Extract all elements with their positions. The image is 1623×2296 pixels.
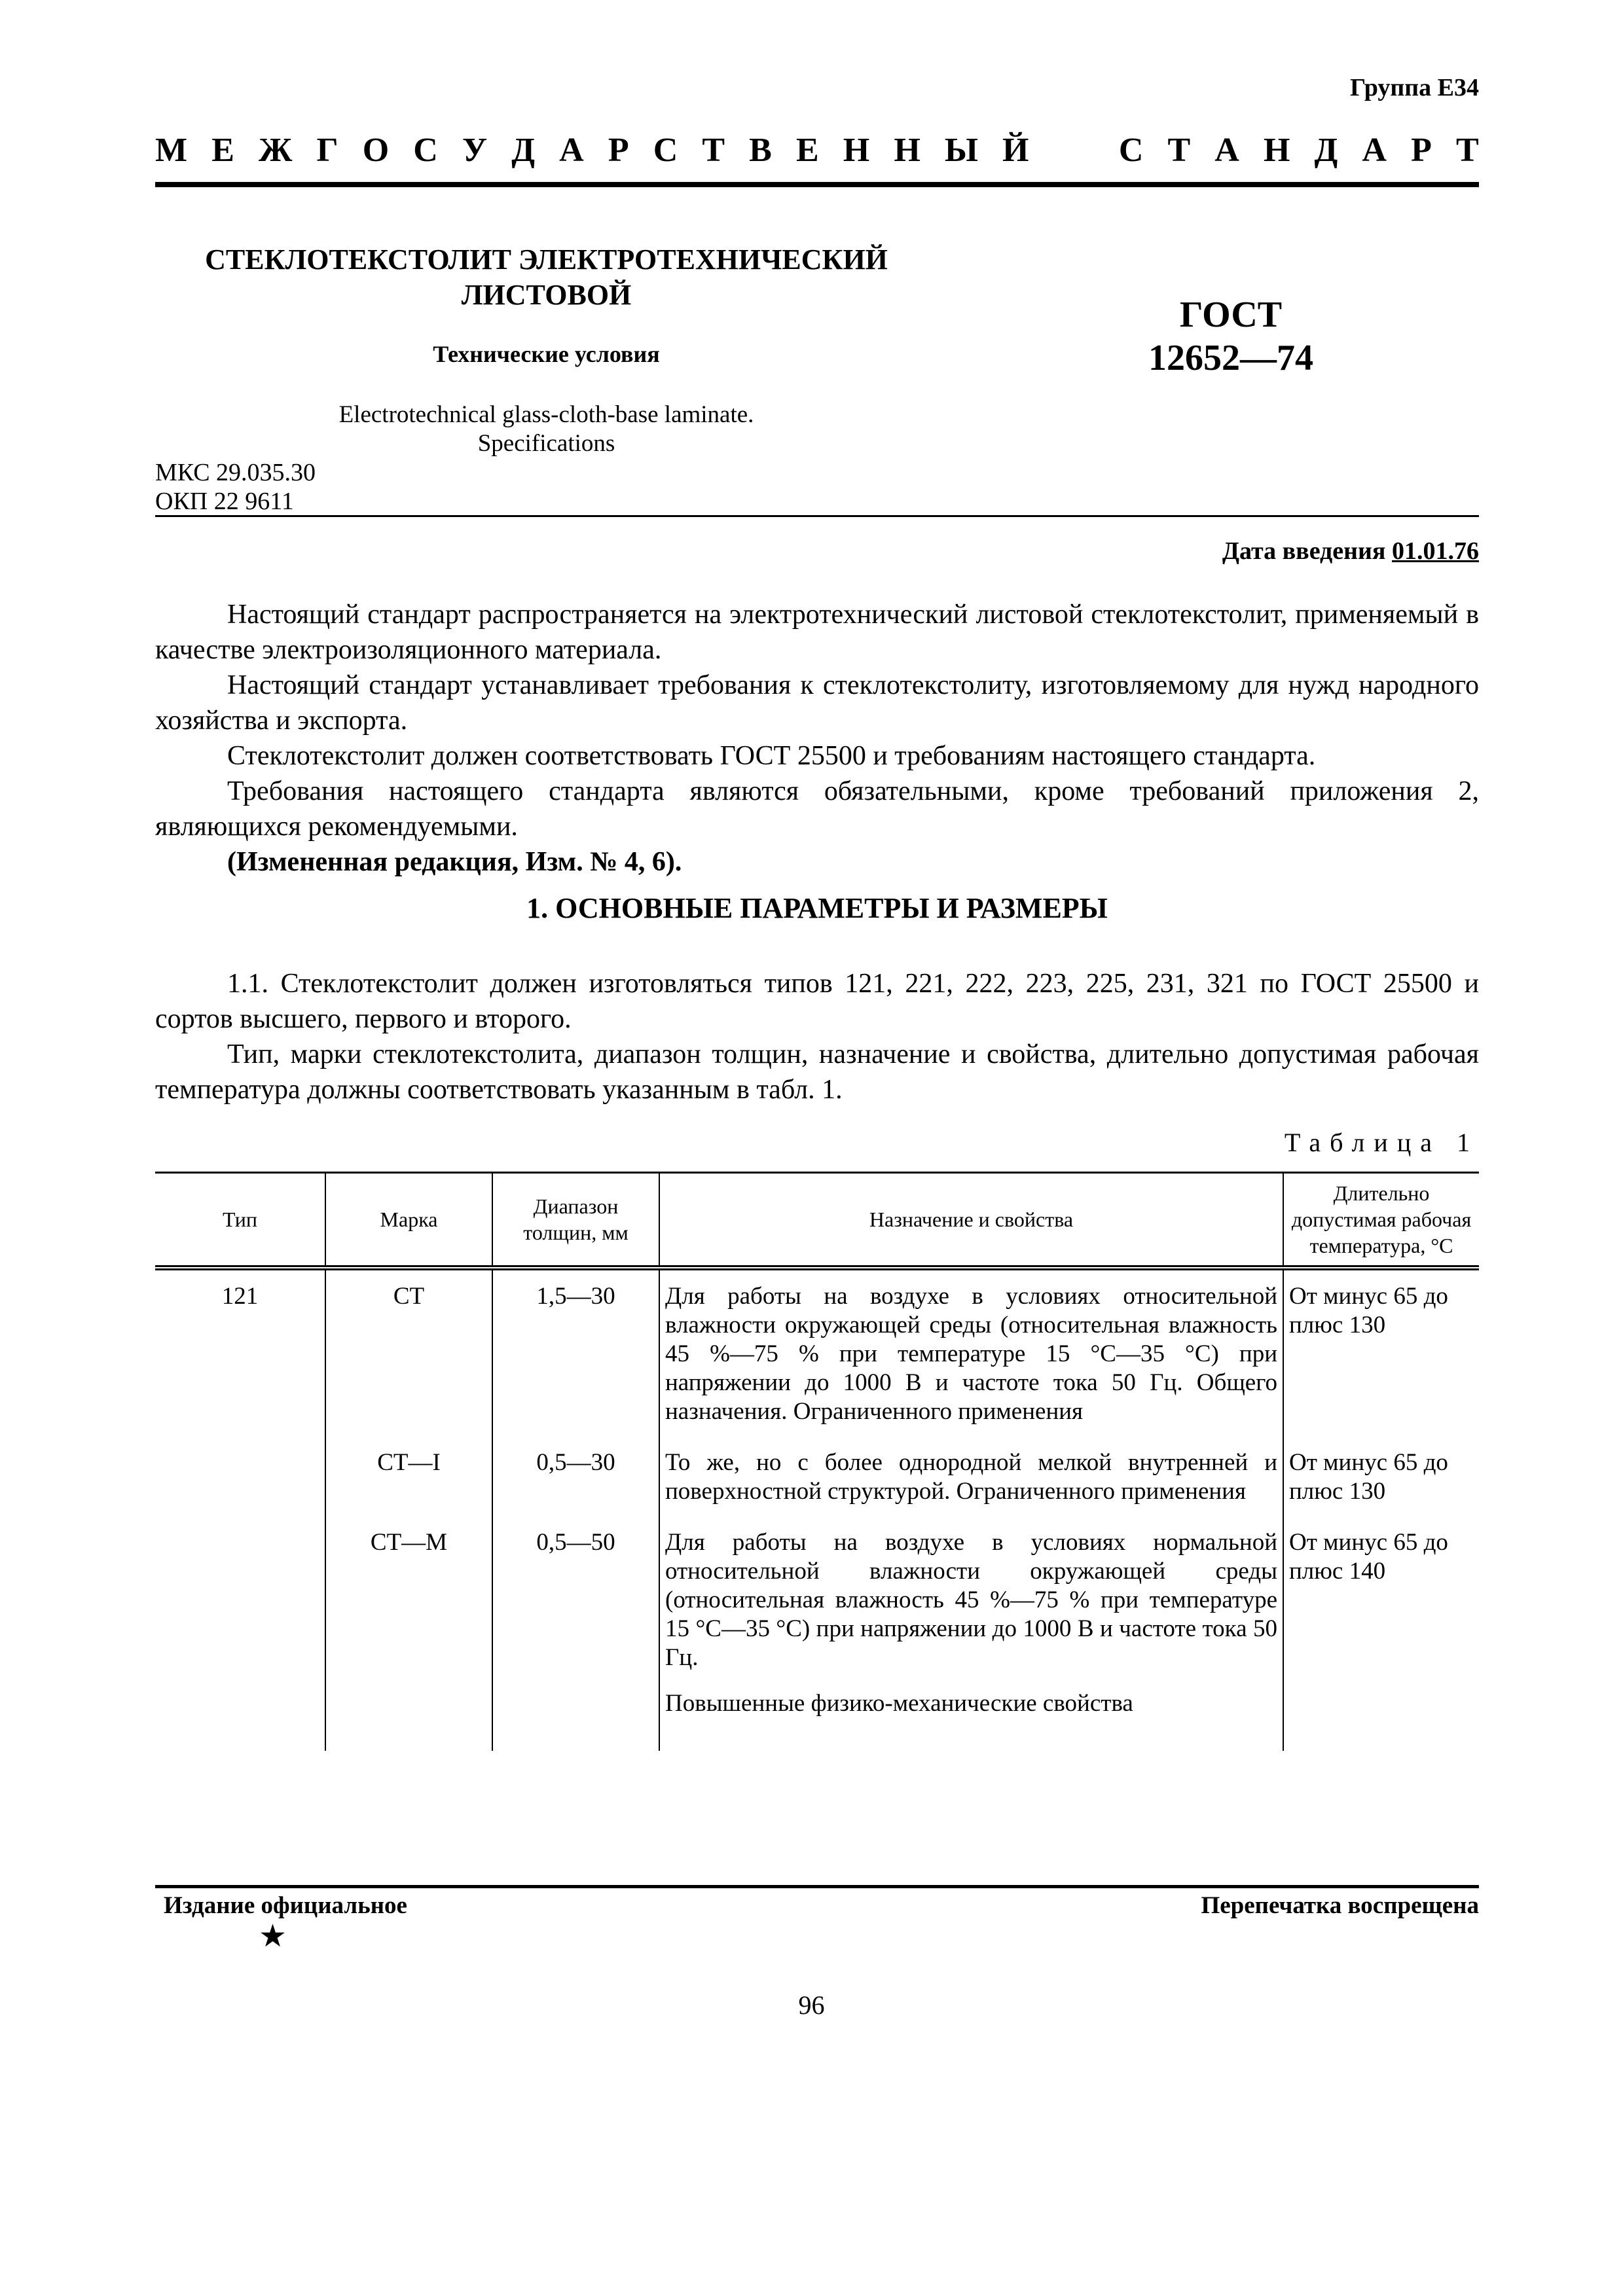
official-edition-label: Издание официальное <box>164 1892 407 1919</box>
table-row <box>155 1268 1479 1433</box>
header-grade: Марка <box>325 1173 492 1268</box>
banner-letter: А <box>1214 132 1239 169</box>
cell-temperature: От минус 65 до плюс 130 <box>1283 1268 1479 1433</box>
banner-letter: В <box>749 132 772 169</box>
section-paragraph: Тип, марки стеклотекстолита, диапазон толщин, назначение и свойства, длительно допустимая рабочая температура должны соответствовать указанным в табл. 1. <box>155 1039 1479 1105</box>
banner-letter: У <box>462 132 488 169</box>
header-purpose: Назначение и свойства <box>659 1173 1283 1268</box>
cell-grade: СТ—М <box>325 1513 492 1751</box>
okp-code: ОКП 22 9611 <box>155 488 294 515</box>
cell-purpose: То же, но с более однородной мелкой внутренней и поверхностной структурой. Ограниченного применения <box>659 1433 1283 1513</box>
banner-letter: Ы <box>944 132 978 169</box>
banner-letter: Е <box>795 132 819 169</box>
cell-purpose <box>659 1513 1283 1751</box>
cell-type: 121 <box>155 1268 325 1433</box>
banner-letter: Г <box>316 132 338 169</box>
cell-temperature: От минус 65 до плюс 130 <box>1283 1433 1479 1513</box>
banner-letter: Т <box>702 132 725 169</box>
header-temperature: Длительно допустимая рабочая температура, °С <box>1283 1173 1479 1268</box>
cell-type <box>155 1513 325 1751</box>
banner-letter: Ж <box>259 132 293 169</box>
purpose-text: Для работы на воздухе в условиях нормальной относительной влажности окружающей среды (относительная влажность 45 %—75 % при температуре 15 °С—35 °С) при напряжении до 1000 В и частоте тока 50 Гц. <box>665 1529 1277 1671</box>
document-subtitle: Технические условия <box>433 341 660 367</box>
banner-letter: Р <box>1411 132 1432 169</box>
document-title-line2: ЛИСТОВОЙ <box>461 279 632 311</box>
table-row <box>155 1433 1479 1513</box>
star-icon: ★ <box>259 1919 287 1954</box>
group-label: Группа Е34 <box>1349 74 1479 101</box>
cell-grade: СТ—I <box>325 1433 492 1513</box>
section-paragraph: 1.1. Стеклотекстолит должен изготовляться типов 121, 221, 222, 223, 225, 231, 321 по ГОСТ 25500 и сортов высшего, первого и второго. <box>155 969 1479 1034</box>
interstate-standard-banner <box>155 131 1479 170</box>
intro-paragraph: Стеклотекстолит должен соответствовать ГОСТ 25500 и требованиям настоящего стандарта. <box>227 741 1316 771</box>
date-label: Дата введения <box>1222 537 1386 565</box>
intro-section <box>155 597 1479 880</box>
page-number: 96 <box>798 1990 825 2020</box>
title-rule <box>155 515 1479 517</box>
banner-letter: М <box>155 132 188 169</box>
banner-letter: С <box>1118 132 1144 169</box>
banner-letter: А <box>559 132 584 169</box>
banner-letter: Н <box>894 132 921 169</box>
intro-paragraph: Требования настоящего стандарта являются обязательными, кроме требований приложения 2, являющихся рекомендуемыми. <box>155 776 1479 842</box>
footer-rule <box>155 1885 1479 1888</box>
banner-letter: Р <box>608 132 629 169</box>
cell-thickness: 1,5—30 <box>492 1268 659 1433</box>
banner-letter: Д <box>1314 132 1338 169</box>
banner-letter: Н <box>843 132 870 169</box>
cell-grade: СТ <box>325 1268 492 1433</box>
english-title-line1: Electrotechnical glass-cloth-base laminate. <box>338 401 754 428</box>
header-type: Тип <box>155 1173 325 1268</box>
date-value: 01.01.76 <box>1392 537 1479 565</box>
gost-label: ГОСТ <box>1179 295 1283 335</box>
cell-temperature: От минус 65 до плюс 140 <box>1283 1513 1479 1751</box>
introduction-date <box>1222 537 1479 565</box>
banner-letter: Д <box>511 132 536 169</box>
banner-letter: Е <box>211 132 234 169</box>
cell-purpose: Для работы на воздухе в условиях относительной влажности окружающей среды (относительная влажность 45 %—75 % при температуре 15 °С—35 °С) при напряжении до 1000 В и частоте тока 50 Гц. Общего назначения. Ограниченного применения <box>659 1268 1283 1433</box>
english-title-line2: Specifications <box>477 430 615 457</box>
document-title-line1: СТЕКЛОТЕКСТОЛИТ ЭЛЕКТРОТЕХНИЧЕСКИЙ <box>205 243 888 276</box>
table-header-row <box>155 1173 1479 1268</box>
banner-letter: Т <box>1455 132 1479 169</box>
table-caption: Таблица 1 <box>1284 1128 1479 1157</box>
cell-thickness: 0,5—50 <box>492 1513 659 1751</box>
gost-number: 12652—74 <box>1148 338 1313 378</box>
purpose-extra: Повышенные физико-механические свойства <box>665 1690 1133 1717</box>
cell-type <box>155 1433 325 1513</box>
intro-paragraph: Настоящий стандарт устанавливает требования к стеклотекстолиту, изготовляемому для нужд народного хозяйства и экспорта. <box>155 670 1479 736</box>
banner-letter: Н <box>1263 132 1290 169</box>
intro-paragraph: Настоящий стандарт распространяется на электротехнический листовой стеклотекстолит, применяемый в качестве электроизоляционного материала. <box>155 600 1479 665</box>
banner-letter: Т <box>1167 132 1191 169</box>
banner-letter <box>1086 131 1095 170</box>
cell-thickness: 0,5—30 <box>492 1433 659 1513</box>
table-row <box>155 1513 1479 1751</box>
header-rule <box>155 182 1479 187</box>
banner-letter: Й <box>1002 132 1029 169</box>
table-1 <box>155 1172 1479 1751</box>
section-heading: 1. ОСНОВНЫЕ ПАРАМЕТРЫ И РАЗМЕРЫ <box>526 892 1108 924</box>
banner-letter: О <box>362 132 390 169</box>
amendment-note: (Измененная редакция, Изм. № 4, 6). <box>227 847 682 877</box>
banner-letter <box>1053 131 1062 170</box>
mks-code: МКС 29.035.30 <box>155 459 316 486</box>
banner-letter: А <box>1362 132 1387 169</box>
header-thickness: Диапазон толщин, мм <box>492 1173 659 1268</box>
reprint-prohibited-label: Перепечатка воспрещена <box>1201 1892 1479 1919</box>
banner-letter: С <box>653 132 678 169</box>
banner-letter: С <box>413 132 438 169</box>
section1-body <box>155 966 1479 1107</box>
